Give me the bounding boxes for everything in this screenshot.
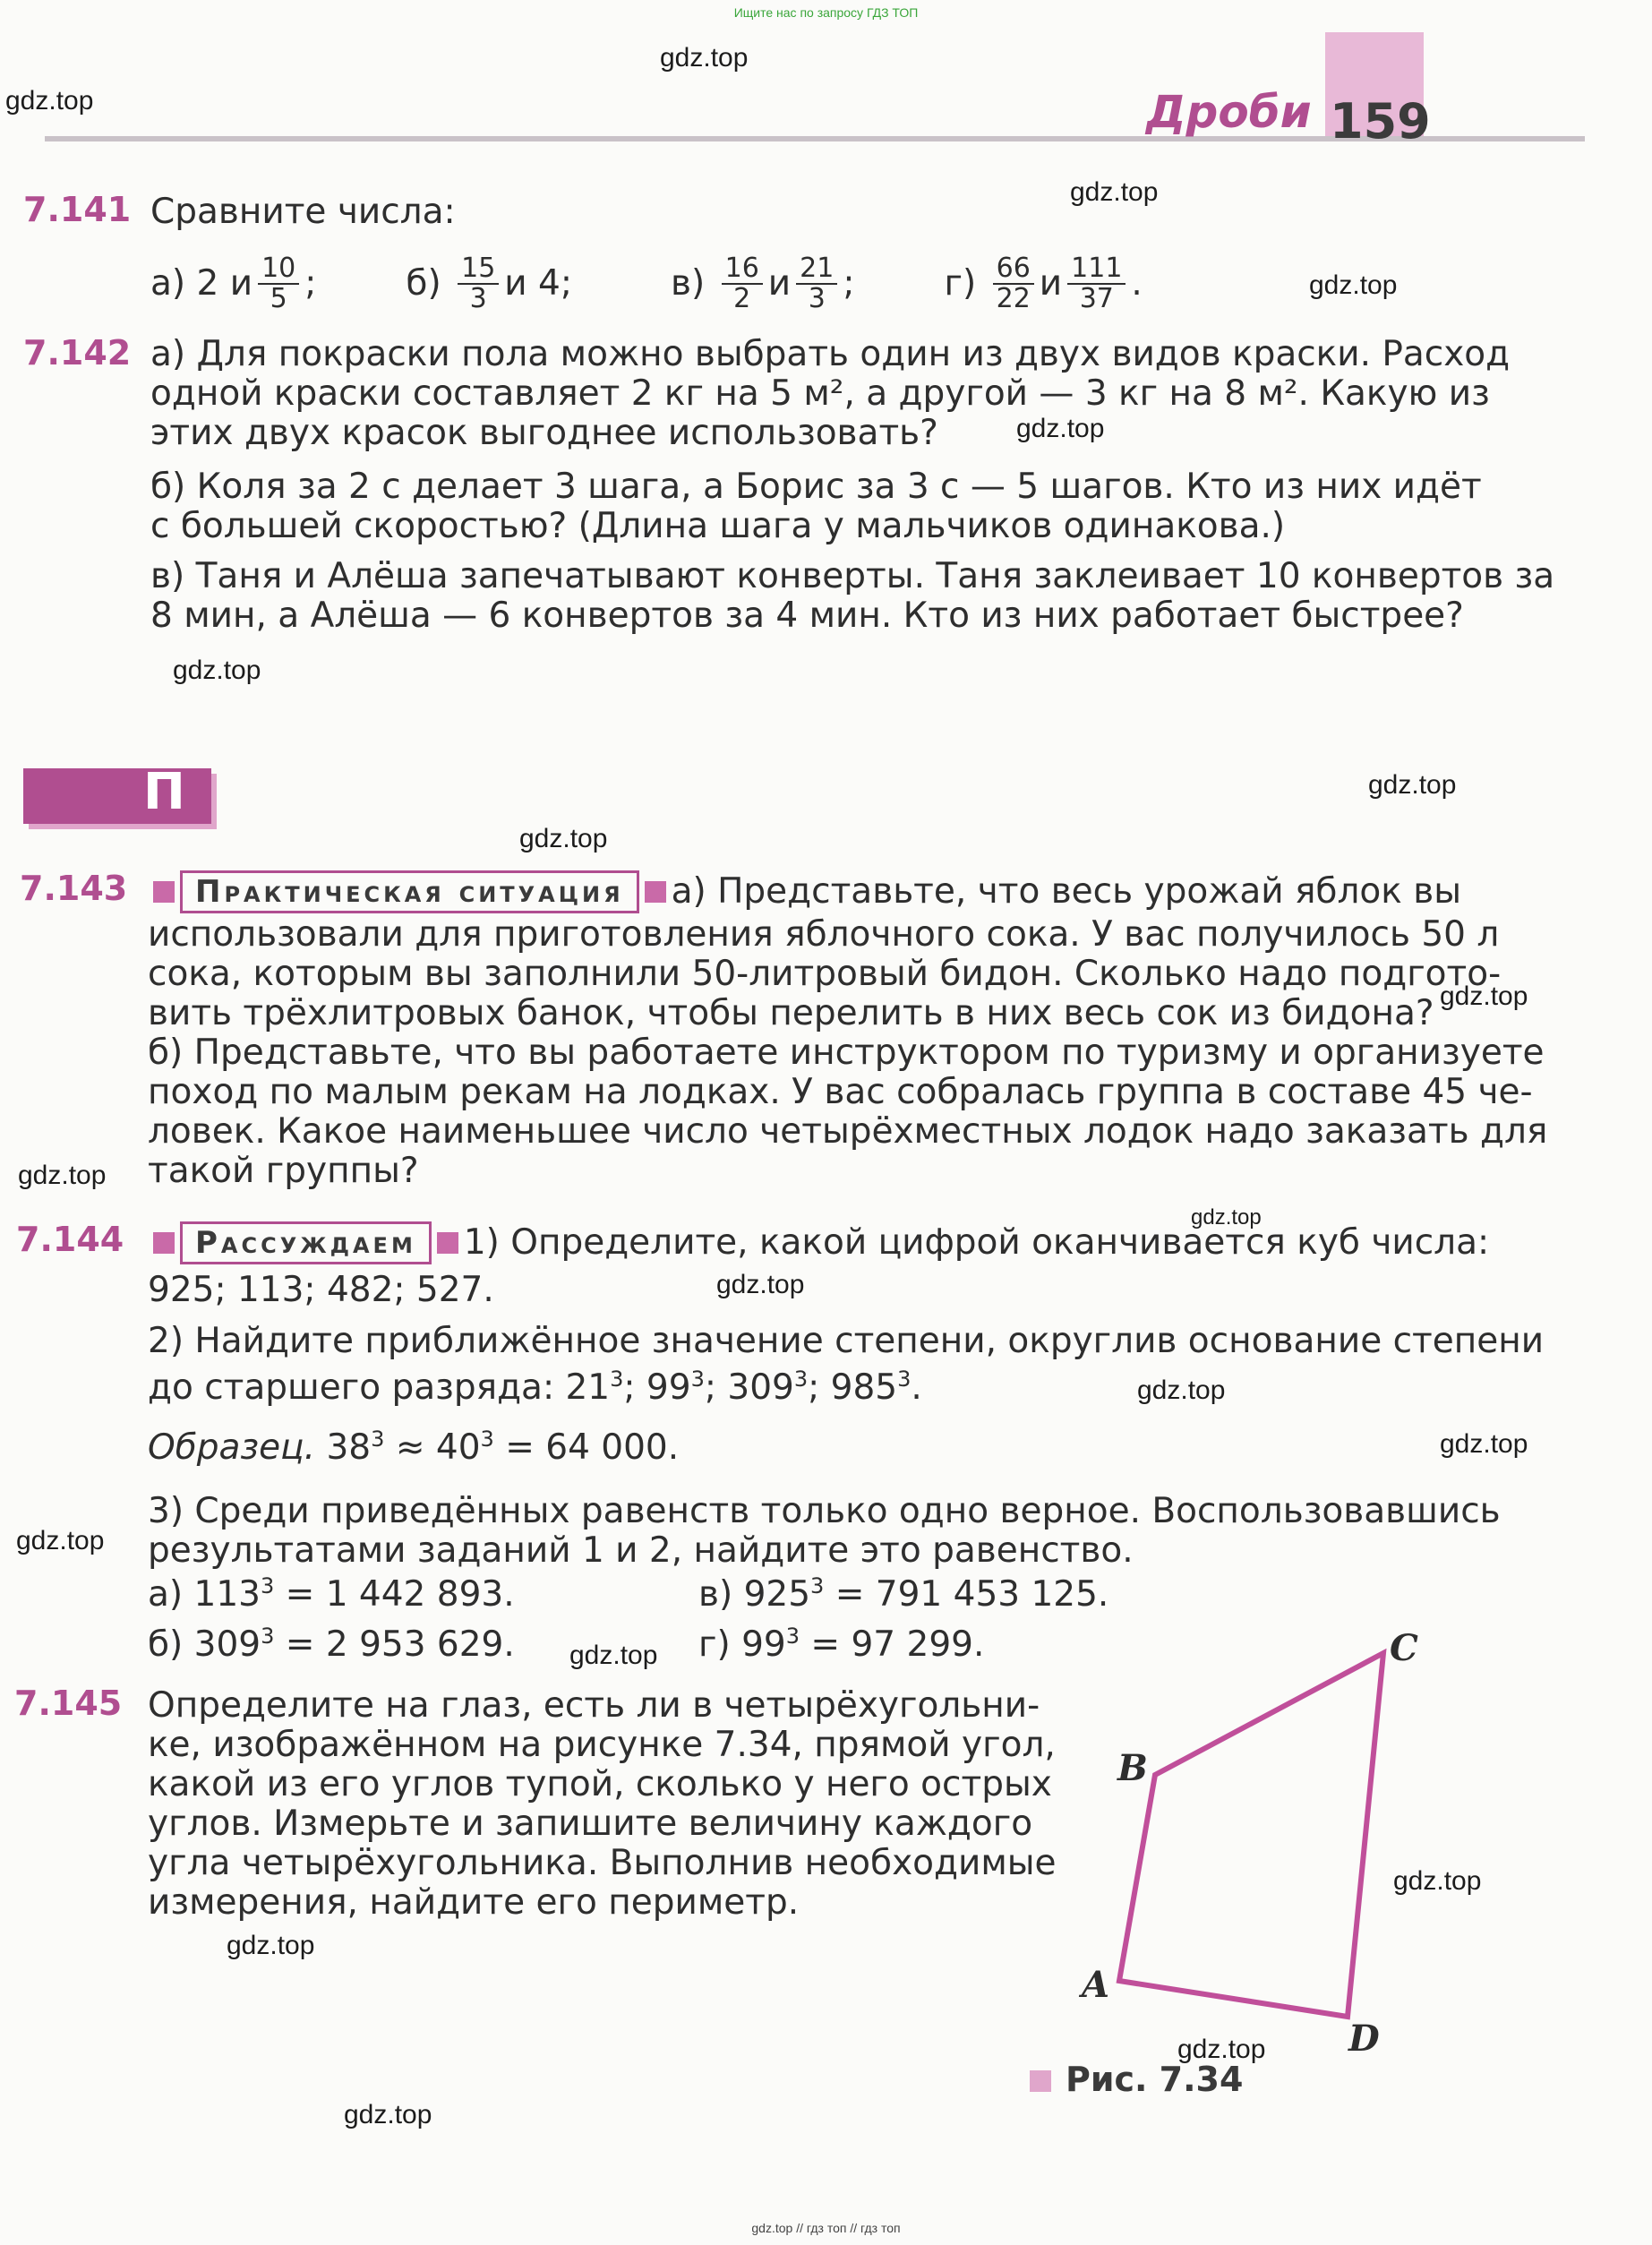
watermark: gdz.top <box>5 86 94 116</box>
watermark: gdz.top <box>1440 1429 1528 1459</box>
equation-a: а) $113^3 = 1$ 442 893. <box>148 1573 515 1615</box>
equation-d: г) $99^3 = 97$ 299. <box>698 1624 985 1665</box>
figure-quadrilateral <box>985 1612 1468 2060</box>
task-number-7141: 7.141 <box>23 190 132 229</box>
task-number-7142: 7.142 <box>23 333 132 373</box>
watermark: gdz.top <box>344 2100 432 2129</box>
task-7144-q3-line1: 3) Среди приведённых равенств только одно верное. Воспользовавшись <box>148 1491 1501 1531</box>
watermark: gdz.top <box>16 1526 105 1555</box>
top-watermark: Ищите нас по запросу ГДЗ ТОП <box>733 5 919 20</box>
watermark: gdz.top <box>173 656 261 685</box>
watermark: gdz.top <box>1191 1205 1262 1230</box>
task-number-7144: 7.144 <box>16 1220 124 1259</box>
watermark: gdz.top <box>1368 770 1457 800</box>
task-7145-line6: измерения, найдите его периметр. <box>148 1882 800 1923</box>
task-7142-c-line2: 8 мин, а Алёша — 6 конвертов за 4 мин. Кто из них работает быстрее? <box>150 596 1464 636</box>
task-7145-line2: ке, изображённом на рисунке 7.34, прямой угол, <box>148 1725 1056 1765</box>
task-7144-line1-text: 1) Определите, какой цифрой оканчивается куб числа: <box>463 1222 1490 1263</box>
task-7145-line5: угла четырёхугольника. Выполнив необходимые <box>148 1843 1057 1883</box>
task-7144-q2-line2: до старшего разряда: $21^3$; $99^3$; $309^3$; $985^3$. <box>148 1367 922 1408</box>
task-7145-line1: Определите на глаз, есть ли в четырёхугольни- <box>148 1685 1040 1726</box>
task-7143-line2: использовали для приготовления яблочного сока. У вас получилось 50 л <box>148 914 1500 955</box>
equation-b: б) $309^3 = 2$ 953 629. <box>148 1624 515 1665</box>
vertex-label-d: D <box>1348 2018 1380 2060</box>
task-7143-line8: такой группы? <box>148 1151 419 1191</box>
watermark: gdz.top <box>1440 981 1528 1011</box>
tag-marker-right <box>437 1232 458 1254</box>
figure-caption: Рис. 7.34 <box>1066 2060 1244 2099</box>
section-title: Дроби <box>1146 86 1312 138</box>
vertex-label-a: A <box>1082 1964 1110 2006</box>
fraction-b: $\frac{15}{3}$ <box>458 254 499 313</box>
vertex-label-c: C <box>1390 1627 1418 1669</box>
task-7144-sample: Образец. $38^3 \approx 40^3 = 64$ 000. <box>148 1427 680 1468</box>
watermark: gdz.top <box>18 1161 107 1190</box>
tag-marker-left <box>153 1232 175 1254</box>
task-7145-line3: какой из его углов тупой, сколько у него острых <box>148 1764 1052 1804</box>
task-7142-a-line3: этих двух красок выгоднее использовать? <box>150 413 938 453</box>
equation-c: в) $925^3 = 791$ 453 125. <box>698 1573 1109 1615</box>
tag-marker-right <box>645 881 666 903</box>
watermark: gdz.top <box>519 824 608 853</box>
task-7143-line4: вить трёхлитровых банок, чтобы перелить в них весь сок из бидона? <box>148 993 1434 1033</box>
watermark: gdz.top <box>1016 414 1105 443</box>
option-d-label: г) <box>944 263 977 304</box>
task-7143-line1 <box>148 870 1461 913</box>
practical-situation-tag: Практическая ситуация <box>180 870 639 913</box>
task-7141-options: а) 2 и $\frac{10}{5}$ ; б) $\frac{15}{3}$ и 4; в) $\frac{16}{2}$ и $\frac{21}{3}$ ; г) $\frac{66}{22}$ и $\frac{111}{37}$ . <box>150 253 1143 314</box>
tag-marker-left <box>153 881 175 903</box>
task-7142-a-line2: одной краски составляет 2 кг на 5 м², а другой — 3 кг на 8 м². Какую из <box>150 373 1490 414</box>
task-7143-line6: поход по малым рекам на лодках. У вас собралась группа в составе 45 че- <box>148 1072 1533 1112</box>
option-b-label: б) <box>406 263 441 304</box>
quadrilateral-abcd <box>1119 1653 1383 2017</box>
figure-caption-marker <box>1030 2070 1051 2092</box>
task-number-7143: 7.143 <box>20 869 128 908</box>
watermark: gdz.top <box>1309 270 1398 300</box>
task-7144-line2: 925; 113; 482; 527. <box>148 1270 494 1310</box>
watermark: gdz.top <box>660 43 749 73</box>
page-number: 159 <box>1330 93 1431 150</box>
task-7142-a-line1: а) Для покраски пола можно выбрать один из двух видов краски. Расход <box>150 334 1511 374</box>
vertex-label-b: B <box>1117 1747 1148 1789</box>
task-7145-line4: углов. Измерьте и запишите величину каждого <box>148 1804 1033 1844</box>
option-a-lead: 2 и <box>196 263 253 304</box>
task-7142-c-line1: в) Таня и Алёша запечатывают конверты. Таня заклеивает 10 конвертов за <box>150 556 1555 596</box>
task-7143-line3: сока, которым вы заполнили 50-литровый бидон. Сколько надо подгото- <box>148 954 1502 994</box>
task-7141-title: Сравните числа: <box>150 192 456 232</box>
practice-badge-letter: П <box>143 763 185 821</box>
task-7142-b-line1: б) Коля за 2 с делает 3 шага, а Борис за 3 с — 5 шагов. Кто из них идёт <box>150 467 1482 507</box>
watermark: gdz.top <box>716 1270 805 1299</box>
fraction-c1: $\frac{16}{2}$ <box>722 254 763 313</box>
task-number-7145: 7.145 <box>14 1684 123 1723</box>
watermark: gdz.top <box>1393 1866 1482 1896</box>
fraction-d2: $\frac{111}{37}$ <box>1067 254 1126 313</box>
fraction-c2: $\frac{21}{3}$ <box>796 254 837 313</box>
task-7143-line5: б) Представьте, что вы работаете инструктором по туризму и организуете <box>148 1033 1545 1073</box>
watermark: gdz.top <box>227 1931 315 1960</box>
watermark: gdz.top <box>1070 177 1159 207</box>
task-7144-q3-line2: результатами заданий 1 и 2, найдите это равенство. <box>148 1530 1134 1571</box>
task-7144-q2-line1: 2) Найдите приближённое значение степени, округлив основание степени <box>148 1321 1545 1361</box>
watermark: gdz.top <box>569 1641 658 1670</box>
fraction-d1: $\frac{66}{22}$ <box>993 254 1034 313</box>
fraction-a: $\frac{10}{5}$ <box>258 254 299 313</box>
option-a-label: а) <box>150 263 186 304</box>
watermark: gdz.top <box>1177 2035 1266 2064</box>
bottom-watermark: gdz.top // гдз топ // гдз топ <box>751 2221 901 2235</box>
reasoning-tag: Рассуждаем <box>180 1221 432 1264</box>
task-7144-line1 <box>148 1221 1489 1264</box>
option-c-label: в) <box>671 263 706 304</box>
watermark: gdz.top <box>1137 1375 1226 1405</box>
task-7143-line7: ловек. Какое наименьшее число четырёхместных лодок надо заказать для <box>148 1111 1548 1152</box>
task-7143-line1-text: а) Представьте, что весь урожай яблок вы <box>671 871 1462 912</box>
task-7142-b-line2: с большей скоростью? (Длина шага у мальчиков одинакова.) <box>150 506 1286 546</box>
